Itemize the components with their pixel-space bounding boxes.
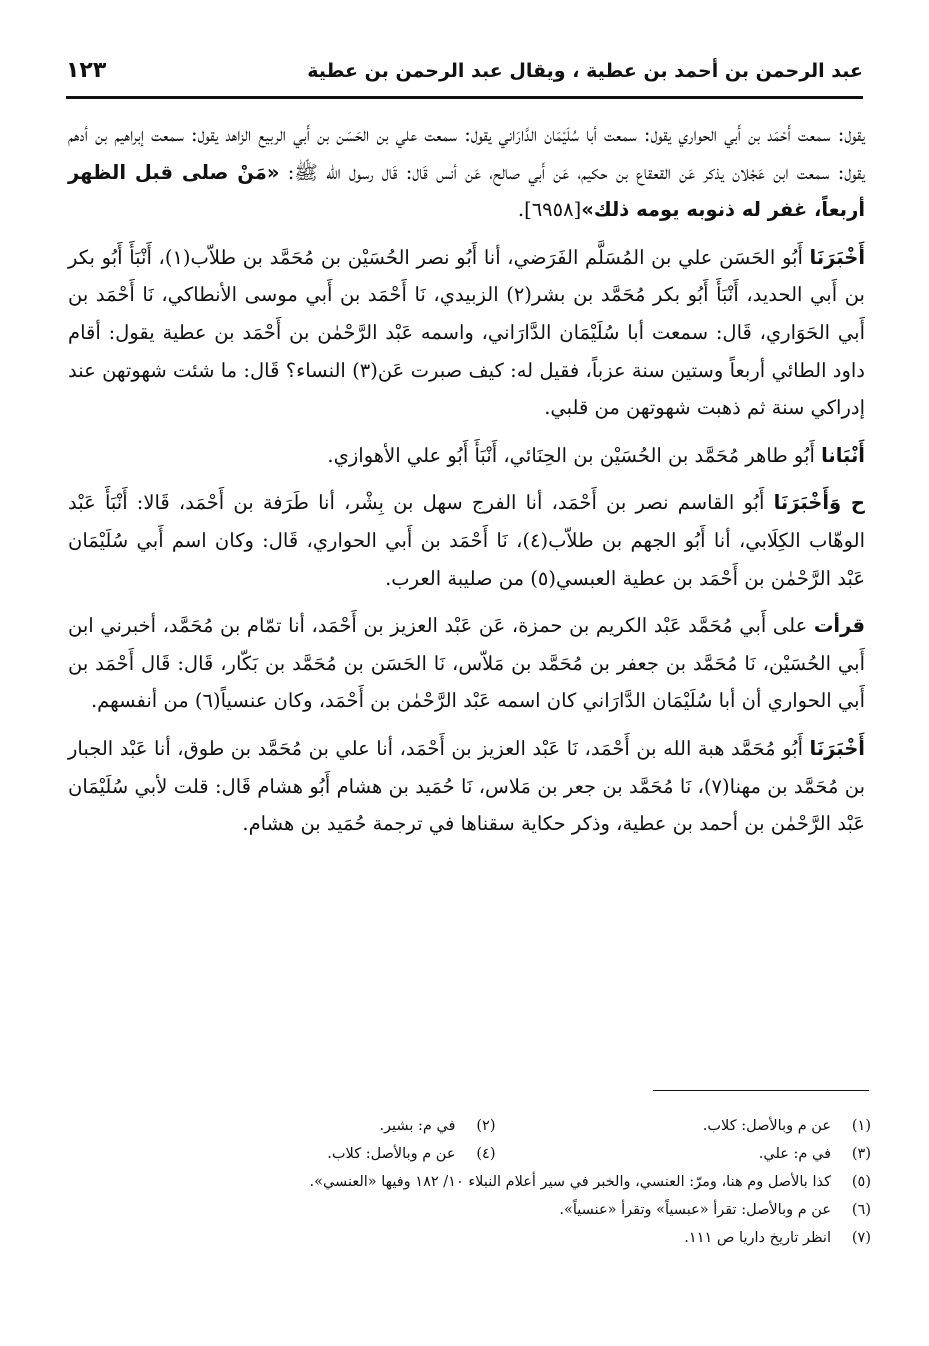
isnad-lead: أَنْبَانا — [821, 443, 865, 467]
footnote-row — [120, 1140, 871, 1168]
isnad-lead: ح وَأَخْبَرَنَا — [773, 491, 865, 515]
paragraph-6 — [68, 730, 865, 843]
paragraph-text: يقول: سمعت أَحْمَد بن أَبي الحواري يقول: سمعت أبا سُلَيْمَان الدَّارَاني يقول: سمعت علي بن الحَسَن بن أَبي الربيع الزاهد يقول: سمعت إبراهيم بن أدهم يقول: سمعت ابن عَجْلان يذكر عَن القعقاع بن حكيم، عَن أَبي صالح، عَن أنس قَال: قَال رسول الله ﷺ: — [68, 123, 865, 184]
paragraph-text: أَبُو الحَسَن علي بن المُسَلَّم الفَرَضي، أنا أَبُو نصر الحُسَيْن بن مُحَمَّد بن طلاّب(١)، أَنْبَأَ أَبُو بكر بن أَبي الحديد، أَنْبَأَ أَبُو بكر مُحَمَّد بن بشر(٢) الزبيدي، نَا أَحْمَد بن أَبي موسى الأنطاكي، نَا أَحْمَد بن أَبي الحَوَاري، قَال: سمعت أبا سُلَيْمَان الدَّارَاني، واسمه عَبْد الرَّحْمٰن بن أَحْمَد بن عطية يقول: أقام داود الطائي أربعاً وستين سنة عزباً، فقيل له: كيف صبرت عَن(٣) النساء؟ قَال: ما شئت شهوتهن عند إدراكي سنة ثم ذهبت شهوتهن من قلبي. — [68, 245, 865, 420]
page-number: ١٢٣ — [66, 58, 107, 83]
paragraph-text: على أَبي مُحَمَّد عَبْد الكريم بن حمزة، عَن عَبْد العزيز بن أَحْمَد، أنا تمّام بن مُحَمَّد، أخبرني ابن أَبي الحُسَيْن، نَا مُحَمَّد بن جعفر بن مُحَمَّد بن مَلاّس، نَا الحَسَن بن مُحَمَّد بن بَكّار، قَال: قَال أَحْمَد بن أَبي الحواري أن أبا سُلَيْمَان الدَّارَاني كان اسمه عَبْد الرَّحْمٰن بن أَحْمَد، وكان عنسياً(٦) من أنفسهم. — [68, 614, 865, 713]
paragraph-text: أَبُو طاهر مُحَمَّد بن الحُسَيْن بن الحِنَائي، أَنْبَأَ أَبُو علي الأهوازي. — [327, 443, 822, 467]
footnote-number: (٣) — [851, 1146, 871, 1162]
footnote-item — [496, 1140, 872, 1168]
footnote-item — [120, 1224, 871, 1252]
footnote-number: (٧) — [851, 1230, 871, 1246]
footnote-text: انظر تاريخ داريا ص ١١١. — [684, 1230, 831, 1246]
paragraph-4 — [68, 484, 865, 597]
paragraph-text: أَبُو مُحَمَّد هبة الله بن أَحْمَد، نَا عَبْد العزيز بن أَحْمَد، أنا علي بن مُحَمَّد بن طوق، أنا عَبْد الجبار بن مُحَمَّد بن مهنا(٧)، نَا مُحَمَّد بن جعر بن مَلاس، نَا حُمَيد بن هشام أَبُو هشام قَال: قلت لأبي سُلَيْمَان عَبْد الرَّحْمٰن بن أحمد بن عطية، وذكر حكاية سقناها في ترجمة حُمَيد بن هشام. — [68, 736, 866, 836]
footnote-text: عن م وبالأصل: تقرأ «عبسياً» وتقرأ «عنسياً». — [559, 1202, 831, 1218]
footnote-row — [120, 1112, 871, 1140]
main-text — [68, 116, 865, 853]
footnote-item — [496, 1112, 872, 1140]
running-header — [66, 58, 863, 94]
footnote-text: في م: علي. — [758, 1146, 831, 1162]
footnote-number: (٦) — [851, 1202, 871, 1218]
footnote-number: (٤) — [476, 1146, 496, 1162]
isnad-lead: أَخْبَرَنَا — [809, 245, 866, 269]
footnote-number: (١) — [851, 1118, 871, 1134]
footnote-text: في م: بشير. — [379, 1118, 456, 1134]
paragraph-3 — [68, 437, 865, 475]
footnote-item — [120, 1112, 496, 1140]
paragraph-5 — [68, 607, 865, 720]
footnote-item — [120, 1196, 871, 1224]
footnote-number: (٢) — [476, 1118, 496, 1134]
footnote-number: (٥) — [851, 1174, 871, 1190]
paragraph-2 — [68, 239, 865, 427]
paragraph-text: أَبُو القاسم نصر بن أَحْمَد، أنا الفرج سهل بن بِشْر، أنا طَرَفة بن أَحْمَد، قَالا: أَنْبَأَ عَبْد الوهّاب الكِلَابي، أنا أَبُو الجهم بن طلاّب(٤)، نَا أَحْمَد بن أَبي الحواري، قَال: وكان اسم أَبي سُلَيْمَان عَبْد الرَّحْمٰن بن أَحْمَد بن عطية العبسي(٥) من صليبة العرب. — [68, 491, 865, 590]
running-title: عبد الرحمن بن أحمد بن عطية ، ويقال عبد الرحمن بن عطية — [307, 60, 863, 82]
footnote-item — [120, 1140, 496, 1168]
isnad-lead: أَخْبَرَنَا — [809, 736, 865, 760]
header-rule — [66, 96, 863, 99]
footnotes — [120, 1112, 871, 1252]
footnote-rule — [653, 1090, 869, 1091]
hadith-reference: [٦٩٥٨]. — [517, 198, 582, 222]
hadith-quote: «مَنْ صلى قبل الظهر أربعاً، غفر له ذنوبه يومه ذلك» — [68, 160, 865, 222]
footnote-text: عن م وبالأصل: كلاب. — [702, 1118, 831, 1134]
footnote-item — [120, 1168, 871, 1196]
footnote-text: عن م وبالأصل: كلاب. — [327, 1146, 456, 1162]
isnad-lead: قرأت — [813, 614, 865, 638]
footnote-text: كذا بالأصل وم هنا، ومرّ: العنسي، والخبر في سير أعلام النبلاء ١٠/ ١٨٢ وفيها «العنسي». — [309, 1174, 831, 1190]
paragraph-1 — [68, 116, 865, 229]
